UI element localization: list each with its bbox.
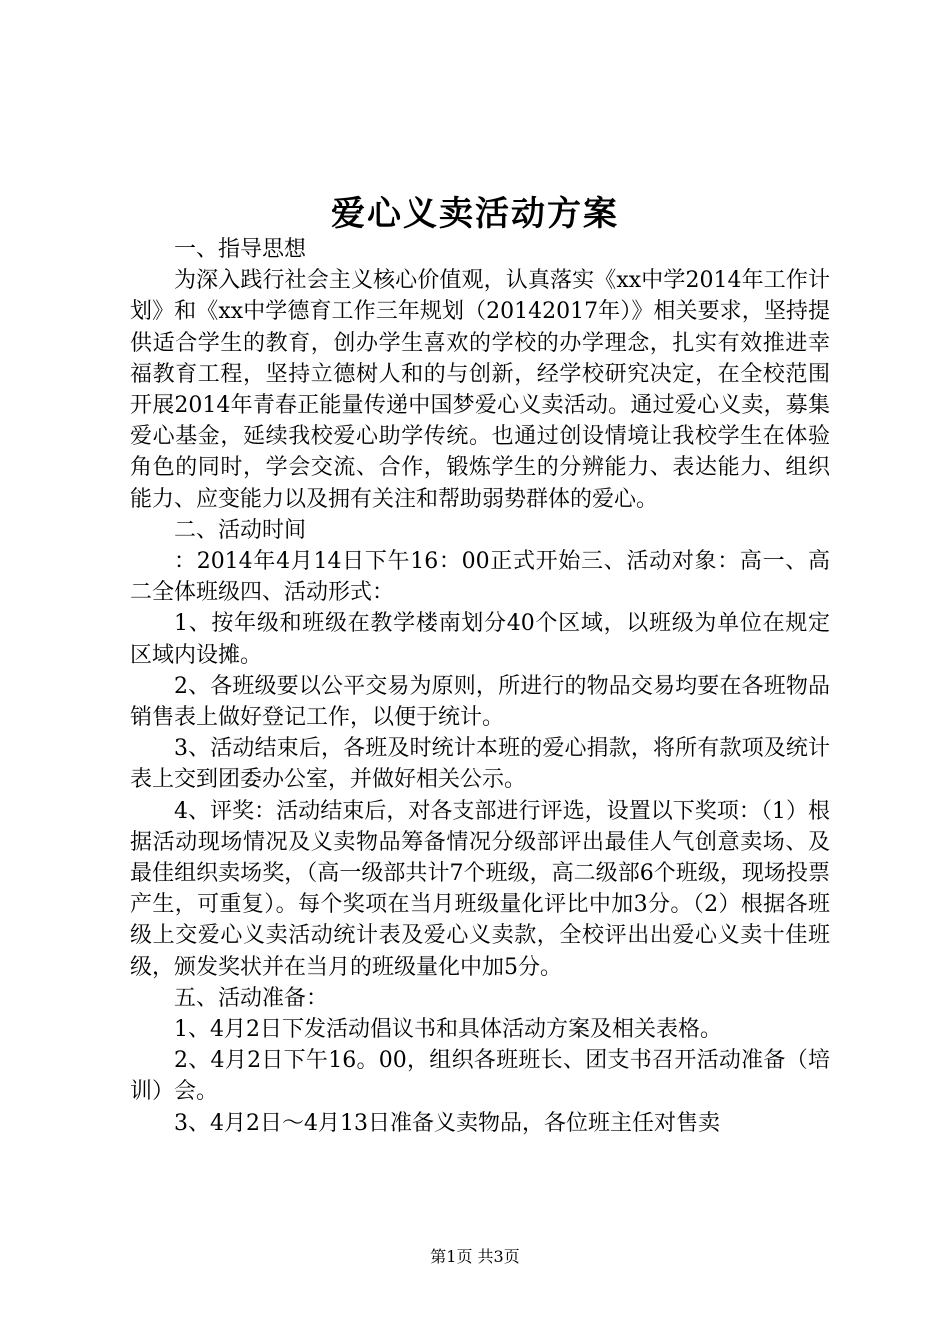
page-footer: 第1页 共3页 <box>430 1247 520 1266</box>
list-item-form-1: 1、按年级和班级在教学楼南划分40个区域，以班级为单位在规定区域内设摊。 <box>130 611 830 668</box>
list-item-prep-1: 1、4月2日下发活动倡议书和具体活动方案及相关表格。 <box>174 1017 722 1043</box>
section-heading-guiding-thought: 一、指导思想 <box>174 237 307 262</box>
paragraph-activity-time: ：2014年4月14日下午16：00正式开始三、活动对象：高一、高二全体班级四、活动形式： <box>130 549 830 606</box>
section-heading-preparation: 五、活动准备： <box>174 985 329 1011</box>
paragraph-guiding-thought: 为深入践行社会主义核心价值观，认真落实《xx中学2014年工作计划》和《xx中学德育工作三年规划（20142017年）》相关要求，坚持提供适合学生的教育，创办学生喜欢的学校的办学理念，扎实有效推进幸福教育工程，坚持立德树人和的与创新，经学校研究决定，在全校范围开展2014年青春正能量传递中国梦爱心义卖活动。通过爱心义卖，募集爱心基金，延续我校爱心助学传统。也通过创设情境让我校学生在体验角色的同时，学会交流、合作，锻炼学生的分辨能力、表达能力、组织能力、应变能力以及拥有关注和帮助弱势群体的爱心。 <box>130 268 830 512</box>
document-body <box>130 234 830 1139</box>
list-item-form-4-awards: 4、评奖：活动结束后，对各支部进行评选，设置以下奖项：（1）根据活动现场情况及义卖物品筹备情况分级部评出最佳人气创意卖场、及最佳组织卖场奖，（高一级部共计7个班级，高二级部6个班级，现场投票产生，可重复）。每个奖项在当月班级量化评比中加3分。（2）根据各班级上交爱心义卖活动统计表及爱心义卖款，全校评出出爱心义卖十佳班级，颁发奖状并在当月的班级量化中加5分。 <box>130 798 830 980</box>
list-item-prep-2: 2、4月2日下午16。00，组织各班班长、团支书召开活动准备（培训）会。 <box>130 1048 830 1105</box>
list-item-form-2: 2、各班级要以公平交易为原则，所进行的物品交易均要在各班物品销售表上做好登记工作，以便于统计。 <box>130 673 830 731</box>
list-item-prep-3: 3、4月2日～4月13日准备义卖物品，各位班主任对售卖 <box>174 1110 720 1136</box>
document-title: 爱心义卖活动方案 <box>331 194 619 234</box>
section-heading-activity-time: 二、活动时间 <box>174 517 307 543</box>
list-item-form-3: 3、活动结束后，各班及时统计本班的爱心捐款，将所有款项及统计表上交到团委办公室，并做好相关公示。 <box>130 736 830 793</box>
